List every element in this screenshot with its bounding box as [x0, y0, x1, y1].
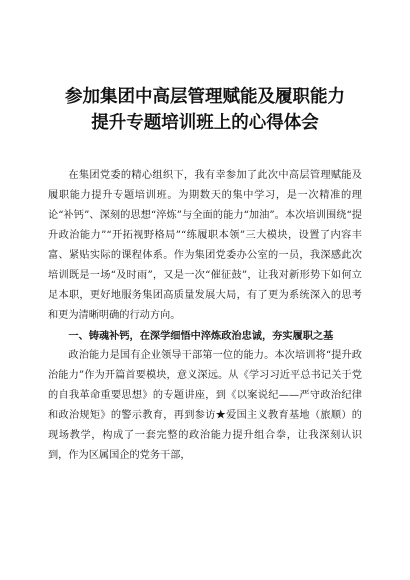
document-body [48, 166, 362, 466]
paragraph-section-1: 政治能力是国有企业领导干部第一位的能力。本次培训将“提升政治能力”作为开篇首要模块，意义深远。从《学习习近平总书记关于党的自我革命重要思想》的专题讲座，到《以案说纪——严守政治纪律和政治规矩》的警示教育，再到参访★爱国主义教育基地（旅顺）的现场教学，构成了一套完整的政治能力提升组合拳，让我深刻认识到，作为区属国企的党务干部， [48, 350, 362, 461]
title-line-2: 提升专题培训班上的心得体会 [91, 113, 319, 133]
document-title [48, 84, 362, 136]
section-heading-1: 一、铸魂补钙，在深学细悟中淬炼政治忠诚，夯实履职之基 [68, 330, 334, 342]
title-line-1: 参加集团中高层管理赋能及履职能力 [65, 87, 345, 107]
paragraph-intro: 在集团党委的精心组织下，我有幸参加了此次中高层管理赋能及履职能力提升专题培训班。为期数天的集中学习，是一次精准的理论“补钙”、深刻的思想“淬炼”与全面的能力“加油”。本次培训围绕“提升政治能力”“开拓视野格局”“练履职本领”三大模块，设置了内容丰富、紧贴实际的课程体系。作为集团党委办公室的一员，我深感此次培训既是一场“及时雨”，又是一次“催征鼓”，让我对新形势下如何立足本职，更好地服务集团高质量发展大局，有了更为系统深入的思考和更为清晰明确的行动方向。 [48, 170, 362, 321]
